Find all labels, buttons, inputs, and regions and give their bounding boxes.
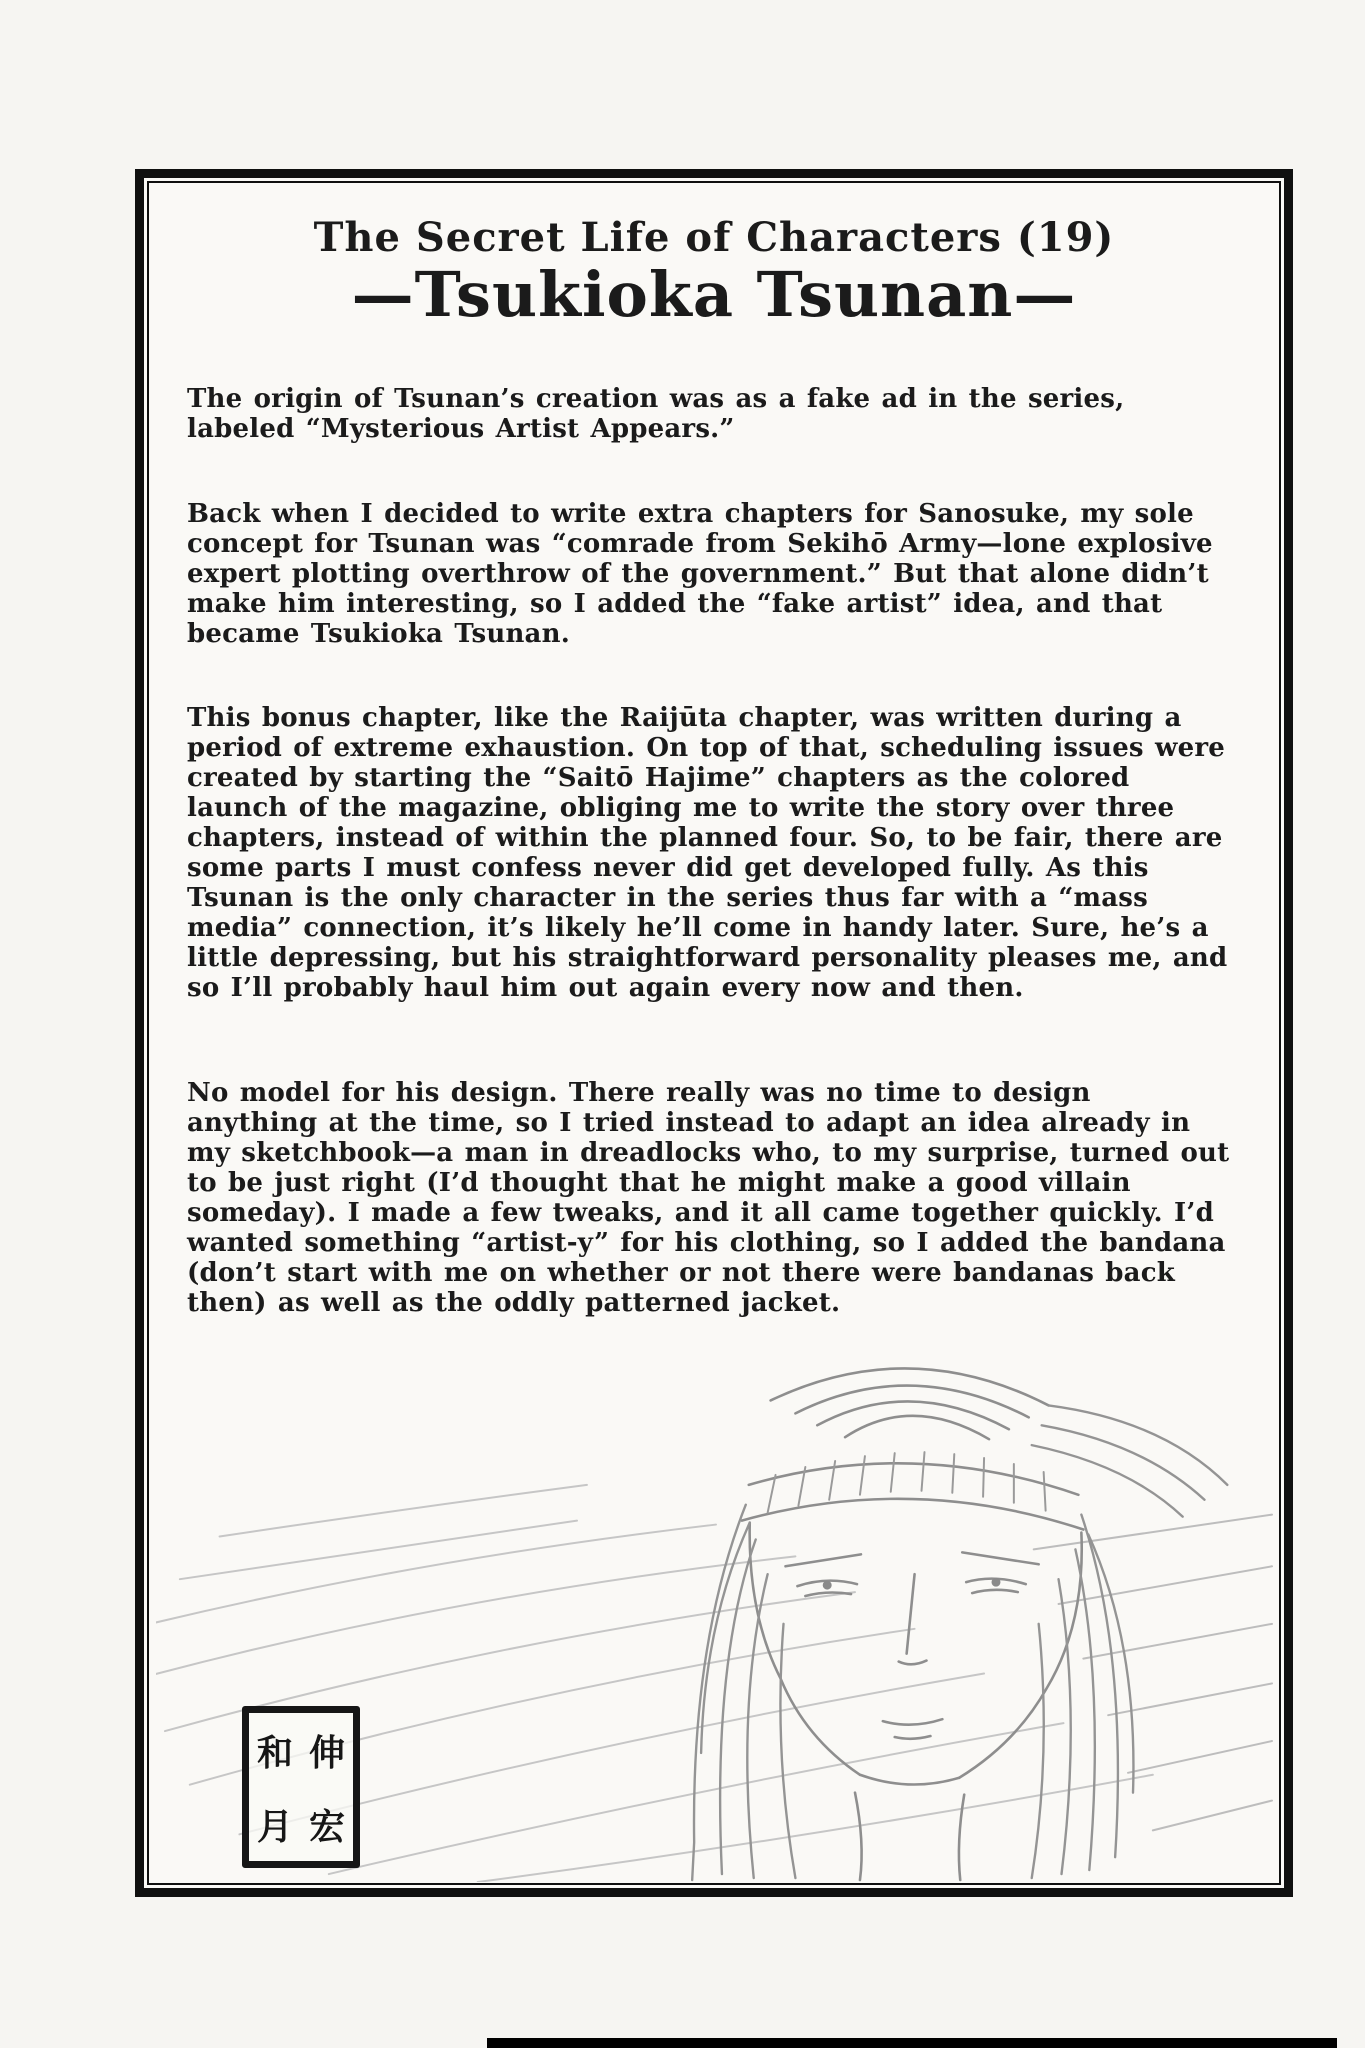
section-title: The Secret Life of Characters (19) xyxy=(313,214,1115,261)
scan-artifact-bar xyxy=(487,2038,1337,2048)
seal-kanji-bottom-left: 月 xyxy=(256,1806,293,1848)
seal-kanji-top-left: 和 xyxy=(256,1732,293,1774)
section-subtitle: —Tsukioka Tsunan— xyxy=(351,258,1077,331)
artist-seal-stamp xyxy=(242,1706,360,1868)
seal-kanji-bottom-right: 宏 xyxy=(308,1806,345,1848)
paragraph-concept: Back when I decided to write extra chapters for Sanosuke, my sole concept for Tsunan was “comrade from Sekihō Army—lone explosive expert plotting overthrow of the government.” But that alone didn’t make him interesting, so I added the “fake artist” idea, and that became Tsukioka Tsunan. xyxy=(187,499,1213,649)
paragraph-bonus-chapter: This bonus chapter, like the Raijūta chapter, was written during a period of extreme exhaustion. On top of that, scheduling issues were created by starting the “Saitō Hajime” chapters as the colored launch of the magazine, obliging me to write the story over three chapters, instead of within the planned four. So, to be fair, there are some parts I must confess never did get developed fully. As this Tsunan is the only character in the series thus far with a “mass media” connection, it’s likely he’ll come in handy later. Sure, he’s a little depressing, but his straightforward personality pleases me, and so I’ll probably haul him out again every now and then. xyxy=(187,703,1228,1003)
intro-paragraph: The origin of Tsunan’s creation was as a fake ad in the series, labeled “Mysterious Artist Appears.” xyxy=(187,384,1125,444)
paragraph-design-notes: No model for his design. There really was no time to design anything at the time, so I tried instead to adapt an idea already in my sketchbook—a man in dreadlocks who, to my surprise, turned out to be just right (I’d thought that he might make a good villain someday). I made a few tweaks, and it all came together quickly. I’d wanted something “artist-y” for his clothing, so I added the bandana (don’t start with me on whether or not there were bandanas back then) as well as the oddly patterned jacket. xyxy=(187,1078,1230,1318)
seal-kanji-top-right: 伸 xyxy=(308,1732,345,1774)
page-frame xyxy=(135,169,1293,1897)
